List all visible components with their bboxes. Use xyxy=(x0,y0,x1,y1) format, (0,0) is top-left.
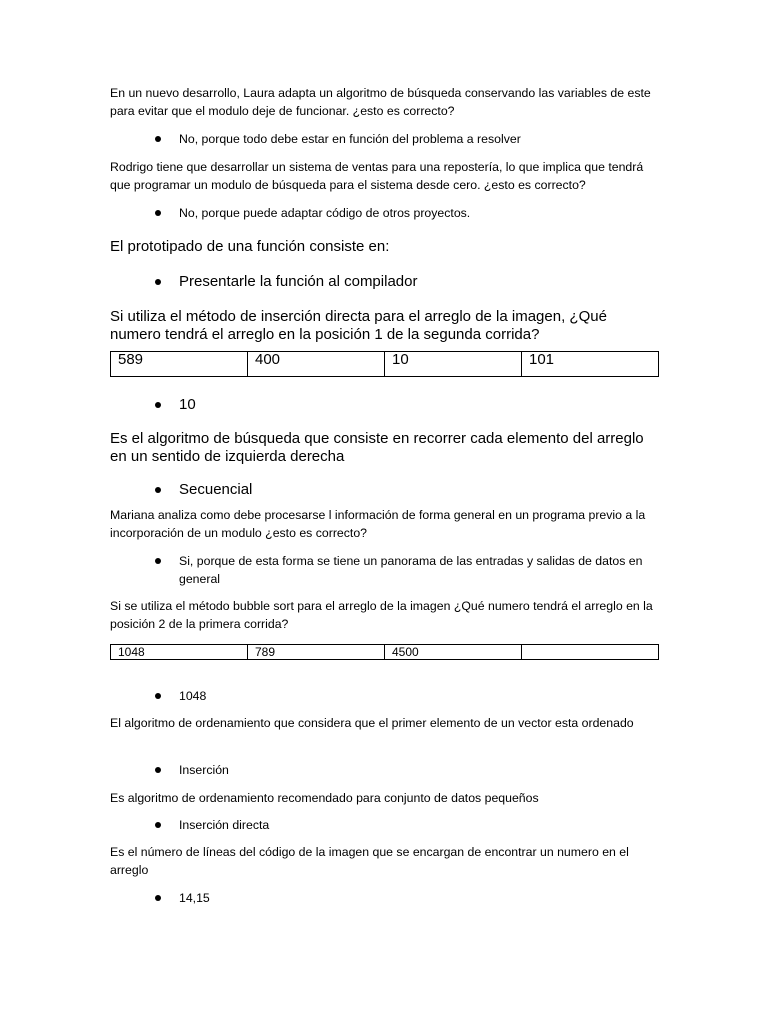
question-6: Mariana analiza como debe procesarse l información de forma general en un programa previo a la incorporación de un modulo ¿esto es correcto? xyxy=(110,508,646,540)
answer-2-text: No, porque puede adaptar código de otros proyectos. xyxy=(179,206,471,220)
array-table-1 xyxy=(110,351,659,377)
answer-5-text: Secuencial xyxy=(179,481,253,498)
bullet-icon xyxy=(155,767,161,773)
question-8: El algoritmo de ordenamiento que considera que el primer elemento de un vector esta ordenado xyxy=(110,716,634,730)
table-cell: 4500 xyxy=(385,645,522,660)
bullet-icon xyxy=(155,402,161,408)
answer-1-text: No, porque todo debe estar en función del problema a resolver xyxy=(179,132,521,146)
answer-4-text: 10 xyxy=(179,396,196,413)
bullet-icon xyxy=(155,558,161,564)
question-5: Es el algoritmo de búsqueda que consiste en recorrer cada elemento del arreglo en un sentido de izquierda derecha xyxy=(110,430,644,465)
table-cell: 10 xyxy=(385,352,522,377)
table-cell: 400 xyxy=(248,352,385,377)
bullet-icon xyxy=(155,136,161,142)
question-9: Es algoritmo de ordenamiento recomendado para conjunto de datos pequeños xyxy=(110,791,539,805)
answer-10-text: 14,15 xyxy=(179,891,210,905)
question-2: Rodrigo tiene que desarrollar un sistema de ventas para una repostería, lo que implica que tendrá que programar un modulo de búsqueda para el sistema desde cero. ¿esto es correcto? xyxy=(110,160,644,192)
table-cell: 589 xyxy=(111,352,248,377)
question-7: Si se utiliza el método bubble sort para el arreglo de la imagen ¿Qué numero tendrá el arreglo en la posición 2 de la primera corrida? xyxy=(110,599,653,631)
bullet-icon xyxy=(155,210,161,216)
bullet-icon xyxy=(155,279,161,285)
table-cell: 101 xyxy=(522,352,659,377)
question-4: Si utiliza el método de inserción directa para el arreglo de la imagen, ¿Qué numero tendrá el arreglo en la posición 1 de la segunda corrida? xyxy=(110,308,607,343)
bullet-icon xyxy=(155,693,161,699)
answer-6-text: Si, porque de esta forma se tiene un panorama de las entradas y salidas de datos en general xyxy=(179,554,643,586)
table-cell: 789 xyxy=(248,645,385,660)
question-10: Es el número de líneas del código de la imagen que se encargan de encontrar un numero en el arreglo xyxy=(110,845,629,877)
question-1: En un nuevo desarrollo, Laura adapta un algoritmo de búsqueda conservando las variables de este para evitar que el modulo deje de funcionar. ¿esto es correcto? xyxy=(110,86,651,118)
answer-8-text: Inserción xyxy=(179,763,229,777)
answer-7-text: 1048 xyxy=(179,689,207,703)
array-table-2 xyxy=(110,644,659,660)
table-row xyxy=(111,645,659,660)
table-row xyxy=(111,352,659,377)
table-cell xyxy=(522,645,659,660)
answer-9-text: Inserción directa xyxy=(179,818,270,832)
answer-3-text: Presentarle la función al compilador xyxy=(179,273,418,290)
table-cell: 1048 xyxy=(111,645,248,660)
question-3: El prototipado de una función consiste en: xyxy=(110,238,390,255)
bullet-icon xyxy=(155,822,161,828)
bullet-icon xyxy=(155,895,161,901)
bullet-icon xyxy=(155,487,161,493)
